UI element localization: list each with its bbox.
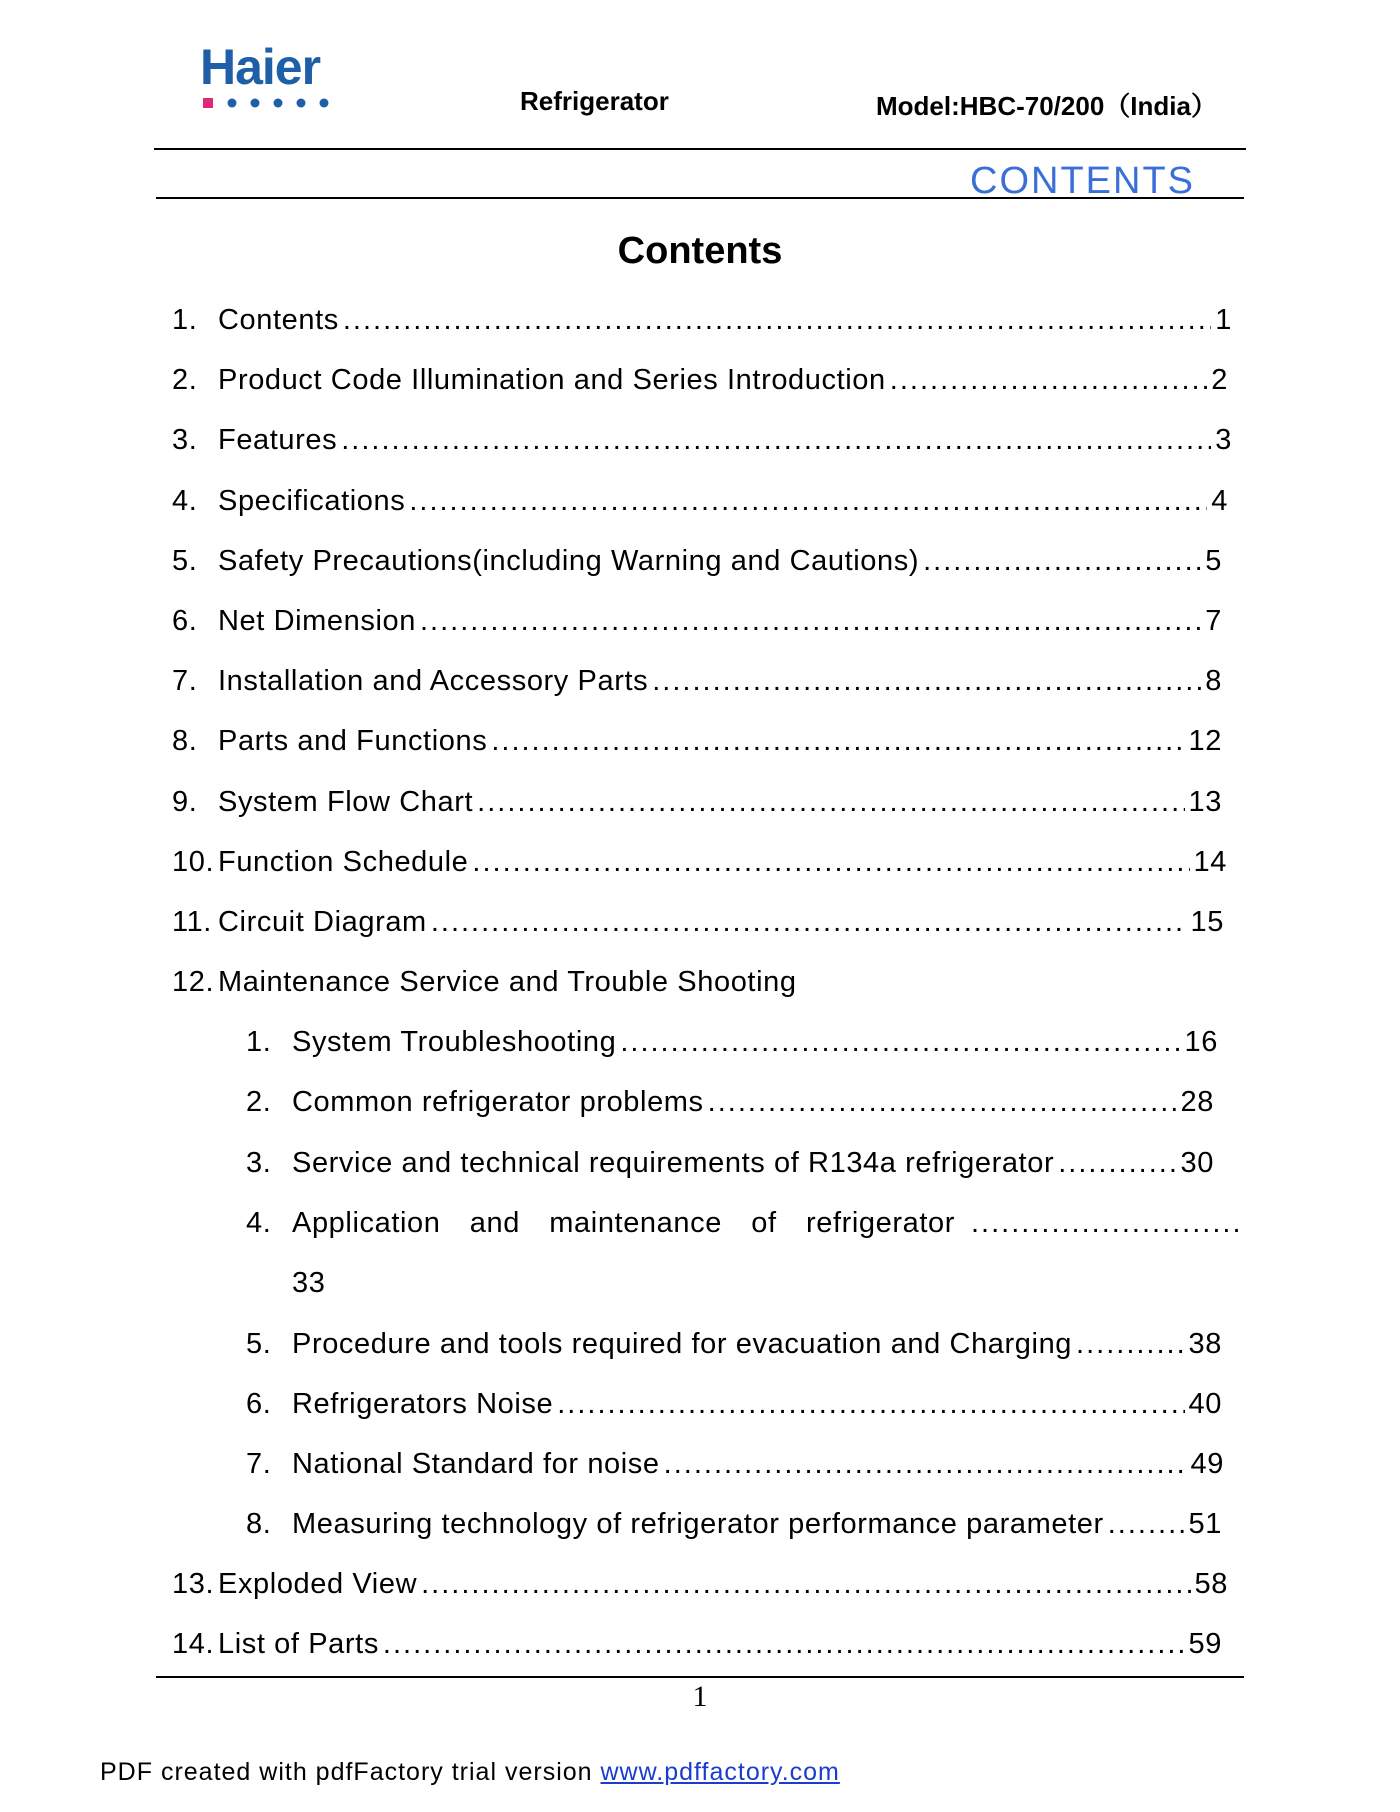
haier-logo: [200, 39, 360, 112]
toc-leader: [1108, 1508, 1185, 1541]
toc-entry[interactable]: [172, 1628, 1222, 1668]
toc-number: 2.: [246, 1086, 272, 1118]
toc-page: 51: [1188, 1508, 1222, 1540]
toc-page: 3: [1215, 424, 1232, 456]
logo-dots-icon: [203, 97, 353, 109]
toc-page: 4: [1211, 485, 1228, 517]
toc-number: 8.: [172, 725, 198, 757]
toc-page: 14: [1193, 846, 1227, 878]
toc-number: 3.: [172, 424, 198, 456]
toc-leader: [664, 1448, 1187, 1481]
toc-entry[interactable]: [172, 545, 1222, 585]
toc-page: 30: [1180, 1147, 1214, 1179]
footer-rule: [156, 1676, 1244, 1678]
toc-entry[interactable]: [172, 424, 1232, 464]
section-label: CONTENTS: [970, 160, 1195, 202]
toc-page: 16: [1184, 1026, 1218, 1058]
toc-number: 6.: [172, 605, 198, 637]
toc-leader: [557, 1388, 1184, 1421]
toc-number: 14.: [172, 1628, 215, 1660]
toc-entry[interactable]: [172, 364, 1228, 404]
toc-page: 8: [1205, 665, 1222, 697]
toc-page: 7: [1205, 605, 1222, 637]
toc-number: 9.: [172, 786, 198, 818]
toc-entry[interactable]: [172, 304, 1232, 344]
footer-text: PDF created with pdfFactory trial version: [100, 1758, 601, 1786]
toc-entry[interactable]: [172, 1568, 1228, 1608]
toc-page: 38: [1188, 1328, 1222, 1360]
toc-entry[interactable]: [172, 665, 1222, 705]
toc-entry[interactable]: [172, 485, 1228, 525]
toc-leader: [383, 1628, 1185, 1661]
toc-title: Net Dimension: [218, 605, 416, 637]
toc-entry[interactable]: [172, 725, 1222, 765]
pdf-footer: [100, 1758, 840, 1787]
toc-subentry[interactable]: [246, 1086, 1214, 1126]
toc-number: 5.: [246, 1328, 272, 1360]
toc-leader: [708, 1086, 1177, 1119]
toc-leader: [420, 605, 1201, 638]
toc-number: 7.: [172, 665, 198, 697]
logo-wordmark: Haier: [200, 39, 321, 95]
toc-title: Service and technical requirements of R134a refrigerator: [292, 1147, 1055, 1179]
toc-title: Refrigerators Noise: [292, 1388, 554, 1420]
toc-leader: [620, 1026, 1180, 1059]
toc-subentry[interactable]: [246, 1388, 1222, 1428]
toc-title: System Flow Chart: [218, 786, 474, 818]
toc-number: 1.: [172, 304, 198, 336]
toc-title: Measuring technology of refrigerator performance parameter: [292, 1508, 1104, 1540]
toc-page: 13: [1188, 786, 1222, 818]
toc-page: 1: [1215, 304, 1232, 336]
toc-page: 12: [1188, 725, 1222, 757]
toc-leader: [491, 725, 1184, 758]
toc-page: 59: [1188, 1628, 1222, 1660]
page-title: Contents: [617, 230, 783, 272]
toc-title: Application and maintenance of refrigerator: [292, 1207, 955, 1239]
toc-title: Circuit Diagram: [218, 906, 427, 938]
toc-number: 3.: [246, 1147, 272, 1179]
toc-leader: [477, 786, 1184, 819]
toc-number: 8.: [246, 1508, 272, 1540]
toc-subentry[interactable]: [246, 1147, 1214, 1187]
toc-title: Function Schedule: [218, 846, 469, 878]
toc-title: Specifications: [218, 485, 406, 517]
toc-title: Procedure and tools required for evacuation and Charging: [292, 1328, 1073, 1360]
toc-title: Contents: [218, 304, 339, 336]
toc-entry[interactable]: [172, 786, 1222, 826]
toc-number: 7.: [246, 1448, 272, 1480]
header-rule: [154, 148, 1246, 150]
toc-page: 40: [1188, 1388, 1222, 1420]
toc-leader: [923, 545, 1201, 578]
section-rule: [156, 197, 1244, 199]
toc-leader: [421, 1568, 1190, 1601]
toc-subentry[interactable]: [246, 1207, 1242, 1247]
toc-title: Product Code Illumination and Series Introduction: [218, 364, 886, 396]
toc-number: 4.: [246, 1207, 272, 1239]
toc-title: Installation and Accessory Parts: [218, 665, 649, 697]
toc-leader: [341, 424, 1211, 457]
toc-number: 1.: [246, 1026, 272, 1058]
toc-subentry[interactable]: [246, 1328, 1222, 1368]
toc-number: 2.: [172, 364, 198, 396]
toc-entry[interactable]: [172, 966, 1228, 1006]
toc-title: Safety Precautions(including Warning and Cautions): [218, 545, 920, 577]
toc-number: 12.: [172, 966, 215, 998]
toc-page: 15: [1190, 906, 1224, 938]
toc-title: Features: [218, 424, 338, 456]
toc-number: 4.: [172, 485, 198, 517]
toc-title: Maintenance Service and Trouble Shooting: [218, 966, 797, 998]
toc-page: 49: [1190, 1448, 1224, 1480]
toc-leader: [472, 846, 1189, 879]
toc-number: 6.: [246, 1388, 272, 1420]
toc-page: 33: [292, 1267, 326, 1299]
toc-number: 13.: [172, 1568, 215, 1600]
toc-leader: [652, 665, 1201, 698]
toc-leader: [971, 1207, 1238, 1240]
toc-title: System Troubleshooting: [292, 1026, 617, 1058]
header-product: Refrigerator: [520, 86, 669, 116]
toc-entry[interactable]: [172, 605, 1222, 645]
toc-number: 5.: [172, 545, 198, 577]
toc-number: 11.: [172, 906, 212, 938]
toc-subentry[interactable]: [246, 1448, 1224, 1488]
toc-subentry[interactable]: [246, 1026, 1218, 1066]
toc-page: 28: [1180, 1086, 1214, 1118]
toc-subentry-continuation: [292, 1267, 492, 1307]
toc-title: List of Parts: [218, 1628, 379, 1660]
header-model: Model:HBC-70/200（India）: [876, 91, 1217, 121]
toc-number: 10.: [172, 846, 215, 878]
toc-page: 5: [1205, 545, 1222, 577]
toc-title: Exploded View: [218, 1568, 418, 1600]
toc-entry[interactable]: [172, 846, 1227, 886]
toc-entry[interactable]: [172, 906, 1224, 946]
toc-subentry[interactable]: [246, 1508, 1222, 1548]
toc-page: 58: [1194, 1568, 1228, 1600]
toc-leader: [1058, 1147, 1176, 1180]
toc-title: Common refrigerator problems: [292, 1086, 704, 1118]
page-number: 1: [692, 1680, 708, 1713]
toc-title: Parts and Functions: [218, 725, 488, 757]
toc-leader: [431, 906, 1187, 939]
footer-link[interactable]: www.pdffactory.com: [600, 1758, 840, 1786]
toc-title: National Standard for noise: [292, 1448, 660, 1480]
toc-leader: [343, 304, 1211, 337]
toc-leader: [409, 485, 1207, 518]
toc-leader: [1076, 1328, 1185, 1361]
toc-leader: [890, 364, 1207, 397]
toc-page: 2: [1211, 364, 1228, 396]
